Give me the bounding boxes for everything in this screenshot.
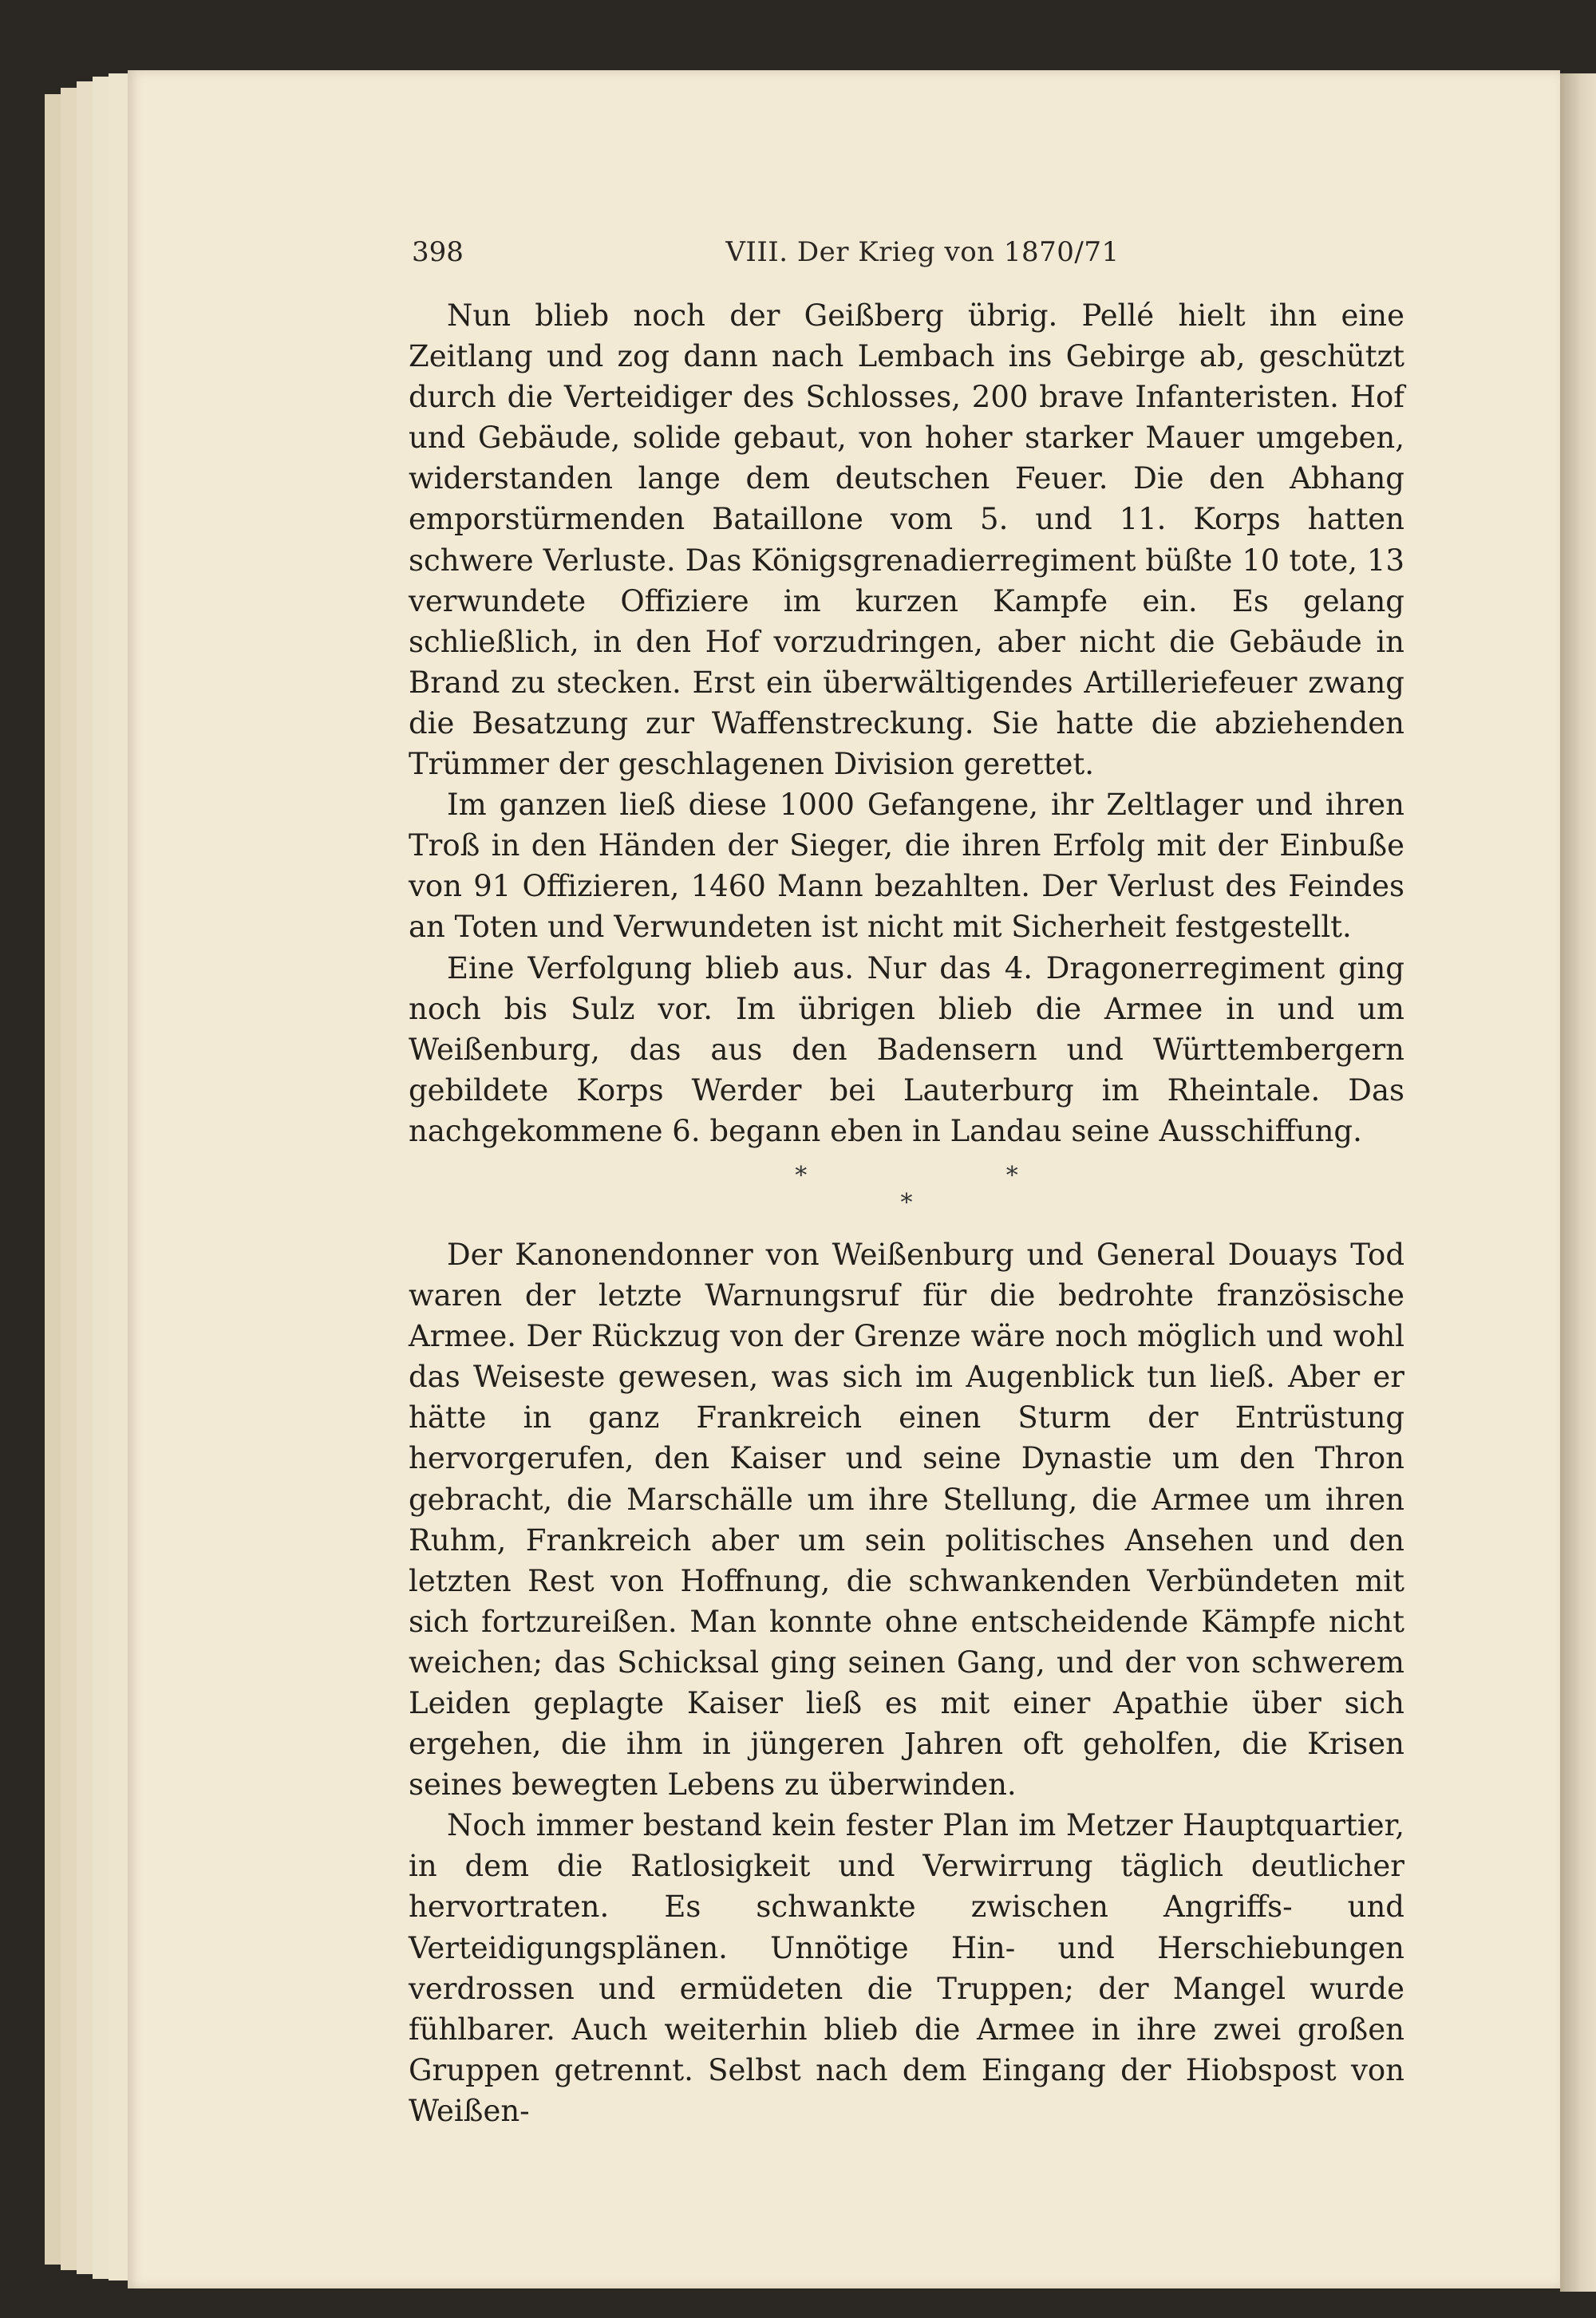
section-separator [409,1163,1404,1226]
asterism-top: * * [795,1161,1114,1190]
asterism-bottom: * [900,1188,913,1217]
page-number: 398 [412,236,464,268]
body-text [409,295,1404,2131]
paragraph: Noch immer bestand kein fester Plan im Metzer Hauptquartier, in dem die Ratlosigkeit und Verwirrung täglich deutlicher hervortraten. Es schwankte zwischen Angriffs- und Verteidigungsplänen. Unnötige Hin- und Herschiebungen verdrossen und ermüdeten die Truppen; der Mangel wurde fühlbarer. Auch weiterhin blieb die Armee in ihre zwei großen Gruppen getrennt. Selbst nach dem Eingang der Hiobspost von Weißen- [409,1808,1404,2128]
paragraph: Im ganzen ließ diese 1000 Gefangene, ihr Zeltlager und ihren Troß in den Händen der Sieger, die ihren Erfolg mit der Einbuße von 91 Offizieren, 1460 Mann bezahlten. Der Verlust des Feindes an Toten und Verwundeten ist nicht mit Sicherheit festgestellt. [409,788,1404,945]
page-header [412,236,1401,274]
paragraph: Der Kanonendonner von Weißenburg und General Douays Tod waren der letzte Warnungsruf für die bedrohte französische Armee. Der Rückzug von der Grenze wäre noch möglich und wohl das Weiseste gewesen, was sich im Augenblick tun ließ. Aber er hätte in ganz Frankreich einen Sturm der Entrüstung hervorgerufen, den Kaiser und seine Dynastie um den Thron gebracht, die Marschälle um ihre Stellung, die Armee um ihren Ruhm, Frankreich aber um sein politisches Ansehen und den letzten Rest von Hoffnung, die schwankenden Verbündeten mit sich fortzureißen. Man konnte ohne entscheidende Kämpfe nicht weichen; das Schicksal ging seinen Gang, und der von schwerem Leiden geplagte Kaiser ließ es mit einer Apathie über sich ergehen, die ihm in jüngeren Jahren oft geholfen, die Krisen seines bewegten Lebens zu überwinden. [409,1237,1404,1803]
paragraph: Nun blieb noch der Geißberg übrig. Pellé hielt ihn eine Zeitlang und zog dann nach Lembach ins Gebirge ab, geschützt durch die Verteidiger des Schlosses, 200 brave Infanteristen. Hof und Gebäude, solide gebaut, von hoher starker Mauer umgeben, widerstanden lange dem deutschen Feuer. Die den Abhang emporstürmenden Bataillone vom 5. und 11. Korps hatten schwere Verluste. Das Königsgrenadierregiment büßte 10 tote, 13 verwundete Offiziere im kurzen Kampfe ein. Es gelang schließlich, in den Hof vorzudringen, aber nicht die Gebäude in Brand zu stecken. Erst ein überwältigendes Artilleriefeuer zwang die Besatzung zur Waffenstreckung. Sie hatte die abziehenden Trümmer der geschlagenen Division gerettet. [409,298,1404,782]
next-page-gutter [1560,73,1596,2292]
running-head: VIII. Der Krieg von 1870/71 [725,236,1120,268]
paragraph: Eine Verfolgung blieb aus. Nur das 4. Dragonerregiment ging noch bis Sulz vor. Im übrigen blieb die Armee in und um Weißenburg, das aus den Badensern und Württembergern gebildete Korps Werder bei Lauterburg im Rheintale. Das nachgekommene 6. begann eben in Landau seine Ausschiffung. [409,950,1404,1148]
